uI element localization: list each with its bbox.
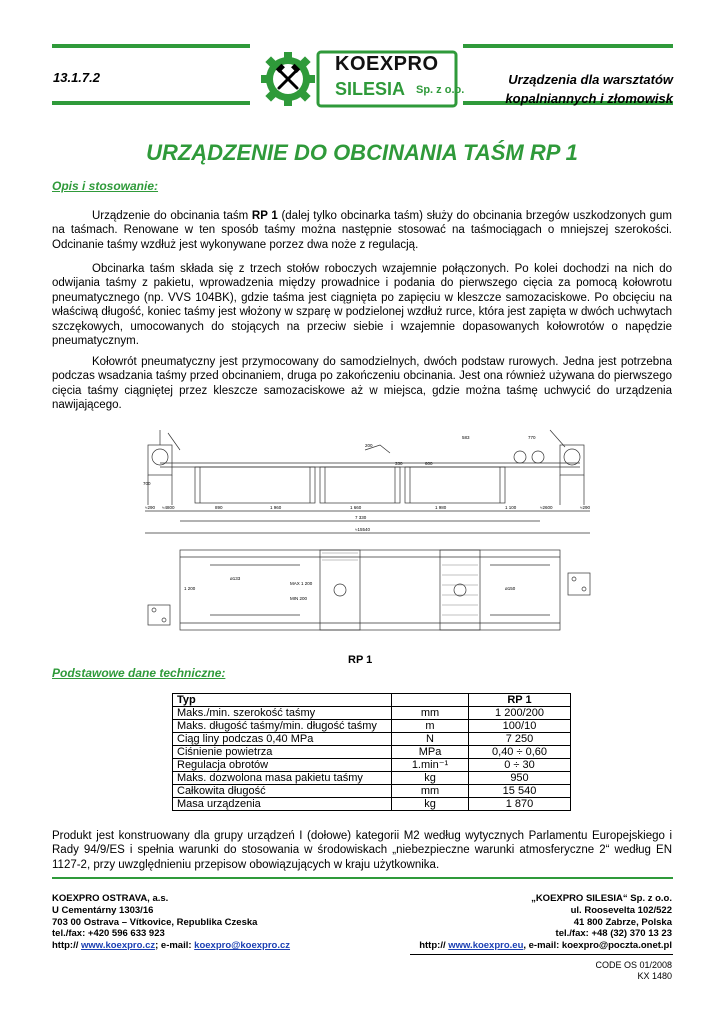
- table-row: [173, 772, 571, 785]
- table-cell-unit: N: [392, 733, 469, 746]
- footer-phone: tel./fax: +48 (32) 370 13 23: [555, 928, 672, 940]
- table-cell-value: 7 250: [469, 733, 571, 746]
- dim-label: MAX 1 200: [290, 581, 313, 586]
- paragraph-intro: [52, 209, 672, 252]
- dim-label: 1 960: [270, 505, 282, 510]
- dim-label: 583: [462, 435, 470, 440]
- table-cell-unit: kg: [392, 798, 469, 811]
- table-header-cell: RP 1: [469, 694, 571, 707]
- table-row: [173, 707, 571, 720]
- dim-label: ≈290: [580, 505, 590, 510]
- paragraph-intro-end: (dalej tylko obcinarka taśm) służy do obcinania brzegów uszkodzonych gum na taśmach. Renowane w ten sposób taśmy można następnie stosować na taśmociągach o mniejszej szerokości. Odcinanie taśmy wzdłuż jest wykonywane porzez dwa noże z regulacją.: [52, 210, 672, 251]
- table-row: [173, 798, 571, 811]
- header-rule-top-right: [463, 44, 673, 48]
- table-cell-value: 0,40 ÷ 0,60: [469, 746, 571, 759]
- footer-web-link[interactable]: www.koexpro.cz: [81, 940, 156, 952]
- footer-city: 703 00 Ostrava – Vítkovice, Republika Czeska: [52, 916, 258, 928]
- table-header-row: [173, 694, 571, 707]
- dim-label: 890: [215, 505, 223, 510]
- header-category-line1: Urządzenia dla warsztatów: [508, 72, 673, 87]
- table-cell-parameter: Maks./min. szerokość taśmy: [173, 707, 392, 720]
- dim-label: ≈15540: [355, 527, 370, 532]
- table-cell-parameter: Regulacja obrotów: [173, 759, 392, 772]
- section-heading-description: Opis i stosowanie:: [52, 179, 159, 193]
- paragraph-winch-text: Kołowrót pneumatyczny jest przymocowany do samodzielnych, dwóch podstaw rurowych. Jedna jest potrzebna podczas wsadzania taśmy przed obcinaniem, druga po zakończeniu obcinania. Jest ona również używana do pierwszego cięcia taśmy ciągniętej przez kleszcze samozaciskowe aż w miejsca, gdzie można taśmę uchwycić do urządzenia nawijającego.: [52, 356, 672, 412]
- table-cell-unit: mm: [392, 707, 469, 720]
- dim-label: 1 660: [350, 505, 362, 510]
- logo-word-koexpro: KOEXPRO: [335, 53, 439, 75]
- footer-email-link[interactable]: koexpro@koexpro.cz: [194, 940, 291, 952]
- technical-drawing: [140, 425, 600, 660]
- dim-label: 1 100: [505, 505, 517, 510]
- footer-city: 41 800 Zabrze, Polska: [573, 916, 672, 928]
- dim-label: 700: [143, 481, 151, 486]
- table-cell-parameter: Ciąg liny podczas 0,40 MPa: [173, 733, 392, 746]
- footer-contacts: [419, 940, 672, 952]
- footer-ostrava-address: [52, 893, 290, 952]
- footer-company: „KOEXPRO SILESIA“ Sp. z o.o.: [531, 893, 672, 904]
- table-header-cell: Typ: [173, 694, 392, 707]
- footer-email-prefix: ; e-mail:: [155, 940, 195, 952]
- table-row: [173, 733, 571, 746]
- table-row: [173, 720, 571, 733]
- footer-http-prefix: http://: [419, 940, 449, 952]
- dim-label: ø150: [505, 586, 516, 591]
- footer-contacts: [52, 940, 290, 952]
- dim-label: 1 980: [435, 505, 447, 510]
- table-cell-parameter: Całkowita długość: [173, 785, 392, 798]
- table-cell-unit: mm: [392, 785, 469, 798]
- paragraph-construction-text: Obcinarka taśm składa się z trzech stołów roboczych wzajemnie połączonych. Po kolei dochodzi na nich do odwijania taśmy z pakietu, wprowadzenia między prowadnice i podania do pierwszego cięcia za pomocą kołowrotu pneumatycznego (np. VVS 104BK), gdzie taśma jest ciągnięta po zapięciu w kleszcze samozaciskowe. Po obcięciu na właściwą długość, koniec taśmy jest włożony w szparę w podzielonej wzdłuż rurce, która jest zapięta w dwóch uchwytach szczękowych, umocowanych do stojących na przeciw siebie i wzajemnie dopasowanych kołowrotów o napędzie pneumatycznym.: [52, 263, 672, 348]
- header-category: [505, 70, 673, 108]
- table-cell-parameter: Masa urządzenia: [173, 798, 392, 811]
- paragraph-winch: [52, 355, 672, 413]
- footer-company: KOEXPRO OSTRAVA, a.s.: [52, 893, 169, 904]
- dim-label: 1 200: [184, 586, 196, 591]
- dim-label: 770: [528, 435, 536, 440]
- table-cell-parameter: Ciśnienie powietrza: [173, 746, 392, 759]
- table-row: [173, 785, 571, 798]
- dim-label: ≈4800: [162, 505, 175, 510]
- footer-code-line1: CODE OS 01/2008: [595, 960, 672, 970]
- header-rule-top-left: [52, 44, 250, 48]
- table-cell-value: 1 870: [469, 798, 571, 811]
- logo-suffix: Sp. z o.o.: [416, 84, 465, 96]
- table-header-cell: [392, 694, 469, 707]
- table-cell-value: 950: [469, 772, 571, 785]
- technical-data-table: [172, 693, 571, 811]
- footer-code-rule: [410, 954, 673, 955]
- drawing-caption: RP 1: [348, 654, 373, 666]
- table-cell-value: 100/10: [469, 720, 571, 733]
- table-cell-unit: MPa: [392, 746, 469, 759]
- logo-word-silesia: SILESIA: [335, 79, 406, 99]
- table-row: [173, 759, 571, 772]
- page-title: URZĄDZENIE DO OBCINANIA TAŚM RP 1: [146, 140, 578, 165]
- footer-street: U Cementárny 1303/16: [52, 904, 154, 916]
- paragraph-intro-start: Urządzenie do obcinania taśm: [92, 210, 252, 222]
- dim-label: 7 330: [355, 515, 367, 520]
- dim-label: 330: [395, 461, 403, 466]
- footer-document-code: [595, 960, 672, 982]
- footer-web-link[interactable]: www.koexpro.eu: [448, 940, 524, 952]
- dim-label: ≈2600: [540, 505, 553, 510]
- header-category-line2: kopalniannych i złomowisk: [505, 91, 673, 106]
- footer-street: ul. Roosevelta 102/522: [570, 904, 672, 916]
- footer-rule: [52, 877, 673, 879]
- table-cell-unit: kg: [392, 772, 469, 785]
- table-cell-parameter: Maks. dozwolona masa pakietu taśmy: [173, 772, 392, 785]
- header-rule-bottom-left: [52, 101, 250, 105]
- table-row: [173, 746, 571, 759]
- footer-http-prefix: http://: [52, 940, 82, 952]
- dim-label: ≈290: [145, 505, 155, 510]
- dim-label: 600: [425, 461, 433, 466]
- section-heading-technical-data: Podstawowe dane techniczne:: [52, 666, 226, 680]
- table-cell-value: 15 540: [469, 785, 571, 798]
- document-code: 13.1.7.2: [53, 70, 100, 85]
- table-cell-unit: m: [392, 720, 469, 733]
- dim-label: MIN 200: [290, 596, 308, 601]
- paragraph-construction: [52, 262, 672, 348]
- table-cell-value: 1 200/200: [469, 707, 571, 720]
- footer-silesia-address: [419, 893, 672, 952]
- paragraph-certification: Produkt jest konstruowany dla grupy urządzeń I (dołowe) kategorii M2 według wytycznych Parlamentu Europejskiego i Rady 94/9/ES i spełnia warunki do stosowania w środowiskach „niebezpieczne warunki atmosferyczne 2“ według EN 1127-2, przy uwzględnieniu przepisow obowiązujących w kraju użytkownika.: [52, 830, 672, 871]
- table-cell-parameter: Maks. długość taśmy/min. długość taśmy: [173, 720, 392, 733]
- footer-phone: tel./fax: +420 596 633 923: [52, 928, 165, 940]
- table-cell-unit: 1.min⁻¹: [392, 759, 469, 772]
- footer-email-text: , e-mail: koexpro@poczta.onet.pl: [523, 940, 672, 952]
- table-cell-value: 0 ÷ 30: [469, 759, 571, 772]
- footer-code-line2: KX 1480: [637, 971, 672, 981]
- dim-label: 200: [365, 443, 373, 448]
- paragraph-intro-model: RP 1: [251, 210, 278, 222]
- dim-label: ø133: [230, 576, 241, 581]
